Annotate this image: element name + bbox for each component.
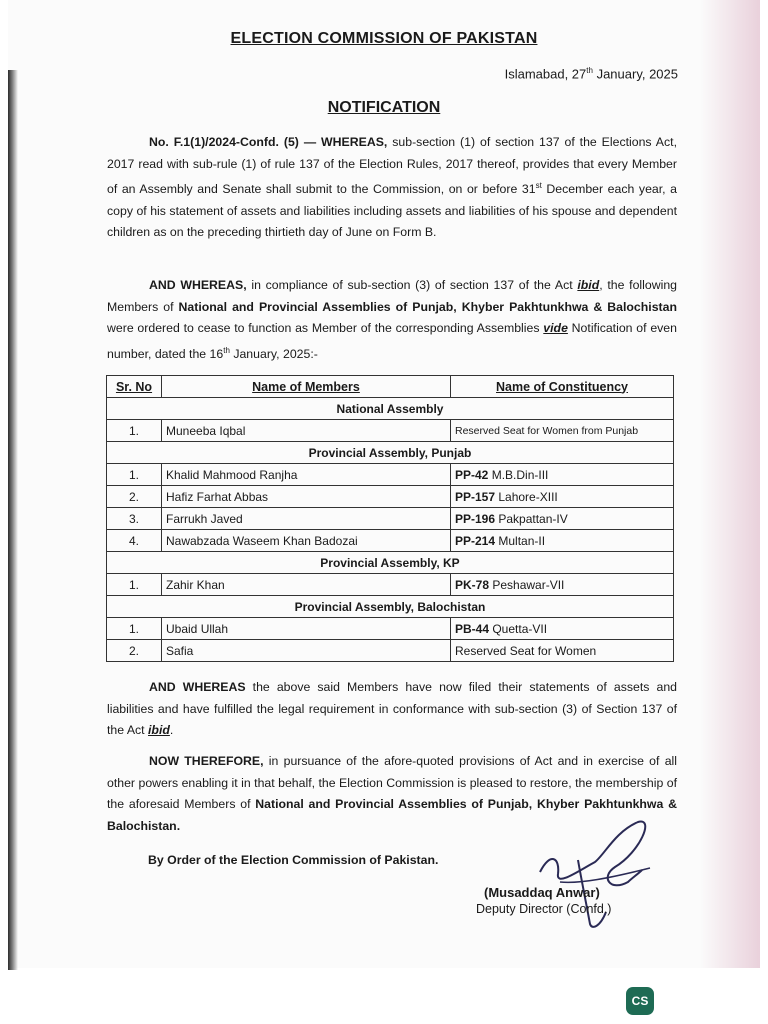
- header-title: ELECTION COMMISSION OF PAKISTAN: [230, 30, 538, 47]
- paragraph-and-whereas-2: AND WHEREAS the above said Members have now filed their statements of assets and liabilities and have fulfilled the legal requirement in conformance with sub-section (3) of Section 137 of the Act ibid.: [107, 680, 678, 737]
- paragraph-whereas: No. F.1(1)/2024-Confd. (5) — WHEREAS, sub-section (1) of section 137 of the Elections Act, 2017 read with sub-rule (1) of rule 137 of the Election Rules, 2017 thereof, provides that every Member of an Assembly and Senate shall submit to the Commission, on or before 31st December each year, a copy of his statement of assets and liabilities including assets and liabilities of his spouse and dependent children as on the preceding thirtieth day of June on Form B.: [107, 135, 677, 240]
- table-row: 1. Ubaid Ullah PB-44 Quetta-VII: [107, 618, 674, 640]
- table-row: 3. Farrukh Javed PP-196 Pakpattan-IV: [107, 508, 674, 530]
- header-name-of-members: Name of Members: [162, 376, 451, 398]
- page-shadow-left: [8, 70, 18, 970]
- table-row: 2. Safia Reserved Seat for Women: [107, 640, 674, 662]
- members-table: [106, 375, 674, 662]
- table-row: 4. Nawabzada Waseem Khan Badozai PP-214 Multan-II: [107, 530, 674, 552]
- table-row: 1. Zahir Khan PK-78 Peshawar-VII: [107, 574, 674, 596]
- signatory-title: Deputy Director (Confd.): [476, 902, 612, 916]
- table-row: 1. Khalid Mahmood Ranjha PP-42 M.B.Din-III: [107, 464, 674, 486]
- signatory-name: (Musaddaq Anwar): [484, 885, 600, 900]
- section-row-provincial-assembly-kp: Provincial Assembly, KP: [107, 552, 674, 574]
- section-row-provincial-assembly-punjab: Provincial Assembly, Punjab: [107, 442, 674, 464]
- issue-date: Islamabad, 27th January, 2025: [504, 66, 678, 82]
- table-header-row: [107, 376, 674, 398]
- camscanner-badge[interactable]: CS: [626, 987, 654, 1015]
- header-sr-no: Sr. No: [107, 376, 162, 398]
- table-row: 2. Hafiz Farhat Abbas PP-157 Lahore-XIII: [107, 486, 674, 508]
- header-name-of-constituency: Name of Constituency: [451, 376, 674, 398]
- section-row-national-assembly: National Assembly: [107, 398, 674, 420]
- paragraph-and-whereas-1: AND WHEREAS, in compliance of sub-section (3) of section 137 of the Act ibid, the following Members of National and Provincial Assemblies of Punjab, Khyber Pakhtunkhwa & Balochistan were ordered to cease to function as Member of the corresponding Assemblies vide Notification of even number, dated the 16th January, 2025:-: [107, 278, 678, 361]
- notification-title: NOTIFICATION: [327, 99, 441, 116]
- page-tint-right: [700, 0, 760, 968]
- paragraph-now-therefore: NOW THEREFORE, in pursuance of the afore-quoted provisions of Act and in exercise of all other powers enabling it in that behalf, the Election Commission is pleased to restore, the membership of the aforesaid Members of National and Provincial Assemblies of Punjab, Khyber Pakhtunkhwa & Balochistan.: [107, 754, 677, 833]
- table-row: 1. Muneeba Iqbal Reserved Seat for Women from Punjab: [107, 420, 674, 442]
- by-order-line: By Order of the Election Commission of Pakistan.: [148, 853, 439, 867]
- section-row-provincial-assembly-balochistan: Provincial Assembly, Balochistan: [107, 596, 674, 618]
